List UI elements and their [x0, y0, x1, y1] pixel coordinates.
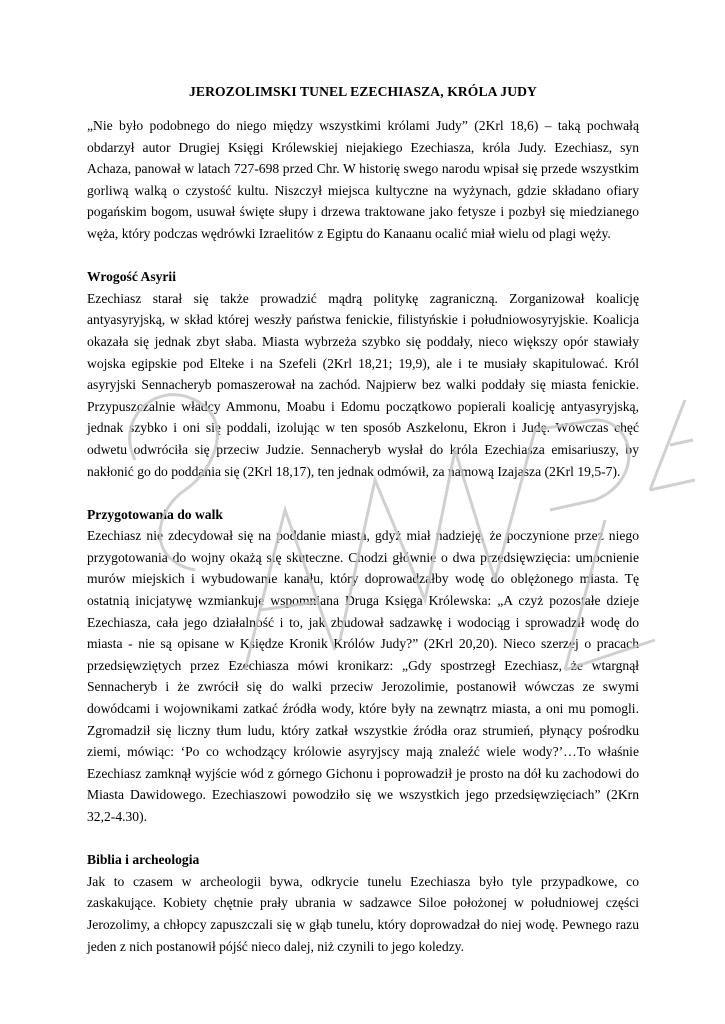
document-page: [87, 84, 639, 957]
document-title: JEROZOLIMSKI TUNEL EZECHIASZA, KRÓLA JUDY: [189, 84, 537, 99]
section-preparations: [87, 504, 639, 828]
section-bible-archaeology: [87, 849, 639, 957]
section-heading: Wrogość Asyrii: [87, 269, 176, 285]
section-paragraph: Ezechiasz nie zdecydował się na poddanie miasta, gdyż miał nadzieję, że poczynione przez niego przygotowania do wojny okażą się skuteczne. Chodzi głównie o dwa przedsięwzięcia: umocnienie murów miejskich i wybudowanie kanału, który doprowadzałby wodę do oblężonego miasta. Tę ostatnią inicjatywę wzmiankuje wspomniana Druga Księga Królewska: „A czyż pozostałe dzieje Ezechiasza, cała jego działalność i to, jak zbudował sadzawkę i wodociąg i sprowadził wodę do miasta - nie są opisane w Księdze Kronik Królów Judy?” (2Krl 20,20). Nieco szerzej o pracach przedsięwziętych przez Ezechiasza mówi kronikarz: „Gdy spostrzegł Ezechiasz, że wtargnął Sennacheryb i że zwrócił się do walki przeciw Jerozolimie, postanowił wówczas ze swymi dowódcami i wojownikami zatkać źródła wody, które były na zewnątrz miasta, a oni mu pomogli. Zgromadził się liczny tłum ludu, który zatkał wszystkie źródła oraz strumień, płynący pośrodku ziemi, mówiąc: ‘Po co wchodzący królowie asyryjscy mają znaleźć wiele wody?’…To właśnie Ezechiasz zamknął wyjście wód z górnego Gichonu i poprowadził je prosto na dół ku zachodowi do Miasta Dawidowego. Ezechiaszowi powodziło się we wszystkich jego przedsięwzięciach” (2Krn 32,2-4.30).: [87, 528, 639, 824]
section-paragraph: Jak to czasem w archeologii bywa, odkrycie tunelu Ezechiasza było tyle przypadkowe, co zaskakujące. Kobiety chętnie prały ubrania w sadzawce Siloe położonej w południowej części Jerozolimy, a chłopcy zapuszczali się w głąb tunelu, który doprowadzał do niej wodę. Pewnego razu jeden z nich postanowił pójść nieco dalej, niż czynili to jego koledzy.: [87, 873, 639, 954]
intro-paragraph: „Nie było podobnego do niego między wszystkimi królami Judy” (2Krl 18,6) – taką pochwałą obdarzył autor Drugiej Księgi Królewskiej niejakiego Ezechiasza, króla Judy. Ezechiasz, syn Achaza, panował w latach 727-698 przed Chr. W historię swego narodu wpisał się przede wszystkim gorliwą walką o czystość kultu. Niszczył miejsca kultyczne na wyżynach, gdzie składano ofiary pogańskim bogom, usuwał święte słupy i drzewa traktowane jako fetysze i pozbył się miedzianego węża, który podczas wędrówki Izraelitów z Egiptu do Kanaanu ocalić miał wielu od plagi węży.: [87, 118, 639, 241]
section-assyria: [87, 266, 639, 482]
section-heading: Biblia i archeologia: [87, 852, 200, 868]
section-heading: Przygotowania do walk: [87, 506, 223, 522]
section-paragraph: Ezechiasz starał się także prowadzić mądrą politykę zagraniczną. Zorganizował koalicję antyasyryjską, w skład której weszły państwa fenickie, filistyńskie i południowosyryjskie. Koalicja okazała się jednak zbyt słaba. Miasta wybrzeża szybko się poddały, nieco większy opór stawiały wojska egipskie pod Elteke i na Szefeli (2Krl 18,21; 19,9), ale i te musiały skapitulować. Król asyryjski Sennacheryb pomaszerował na zachód. Najpierw bez walki poddały się miasta fenickie. Przypuszczalnie władcy Ammonu, Moabu i Edomu początkowo popierali koalicję antyasyryjską, jednak szybko i oni się poddali, izolując w ten sposób Aszkelonu, Ekron i Judę. Wówczas chęć odwetu odwróciła się przeciw Judzie. Sennacheryb wysłał do króla Ezechiasza emisariuszy, by nakłonić go do poddania się (2Krl 18,17), ten jednak odmówił, za namową Izajasza (2Krl 19,5-7).: [87, 290, 639, 479]
